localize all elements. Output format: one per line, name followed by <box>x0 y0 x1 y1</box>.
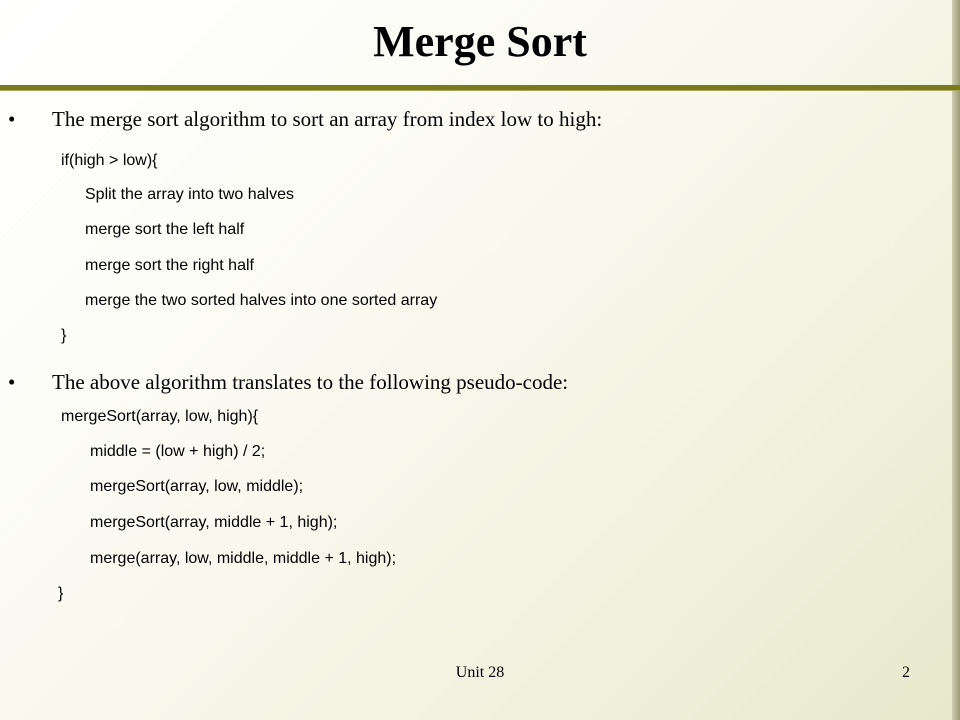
algorithm-line: merge sort the left half <box>85 221 245 238</box>
pseudocode-line: mergeSort(array, low, high){ <box>61 408 259 425</box>
bullet-item-1 <box>8 106 602 132</box>
bullet-marker: • <box>8 107 16 131</box>
footer-unit-label: Unit 28 <box>455 664 505 681</box>
pseudocode-line: merge(array, low, middle, middle + 1, high); <box>90 550 397 567</box>
pseudocode-line: mergeSort(array, low, middle); <box>90 478 304 495</box>
bullet-text: The merge sort algorithm to sort an array from index low to high: <box>52 107 603 131</box>
algorithm-line: if(high > low){ <box>61 152 158 169</box>
pseudocode-line: mergeSort(array, middle + 1, high); <box>90 514 338 531</box>
title-divider <box>0 85 960 91</box>
algorithm-line: merge the two sorted halves into one sorted array <box>85 292 438 309</box>
pseudocode-line: } <box>58 585 64 602</box>
footer-page-number: 2 <box>902 664 910 681</box>
slide-right-border <box>952 0 960 720</box>
bullet-marker: • <box>8 370 16 394</box>
algorithm-line: } <box>61 327 67 344</box>
slide-title: Merge Sort <box>373 17 587 66</box>
bullet-item-2 <box>8 369 568 395</box>
algorithm-line: Split the array into two halves <box>85 186 294 203</box>
algorithm-line: merge sort the right half <box>85 257 254 274</box>
pseudocode-line: middle = (low + high) / 2; <box>90 443 266 460</box>
bullet-text: The above algorithm translates to the following pseudo-code: <box>52 370 569 394</box>
